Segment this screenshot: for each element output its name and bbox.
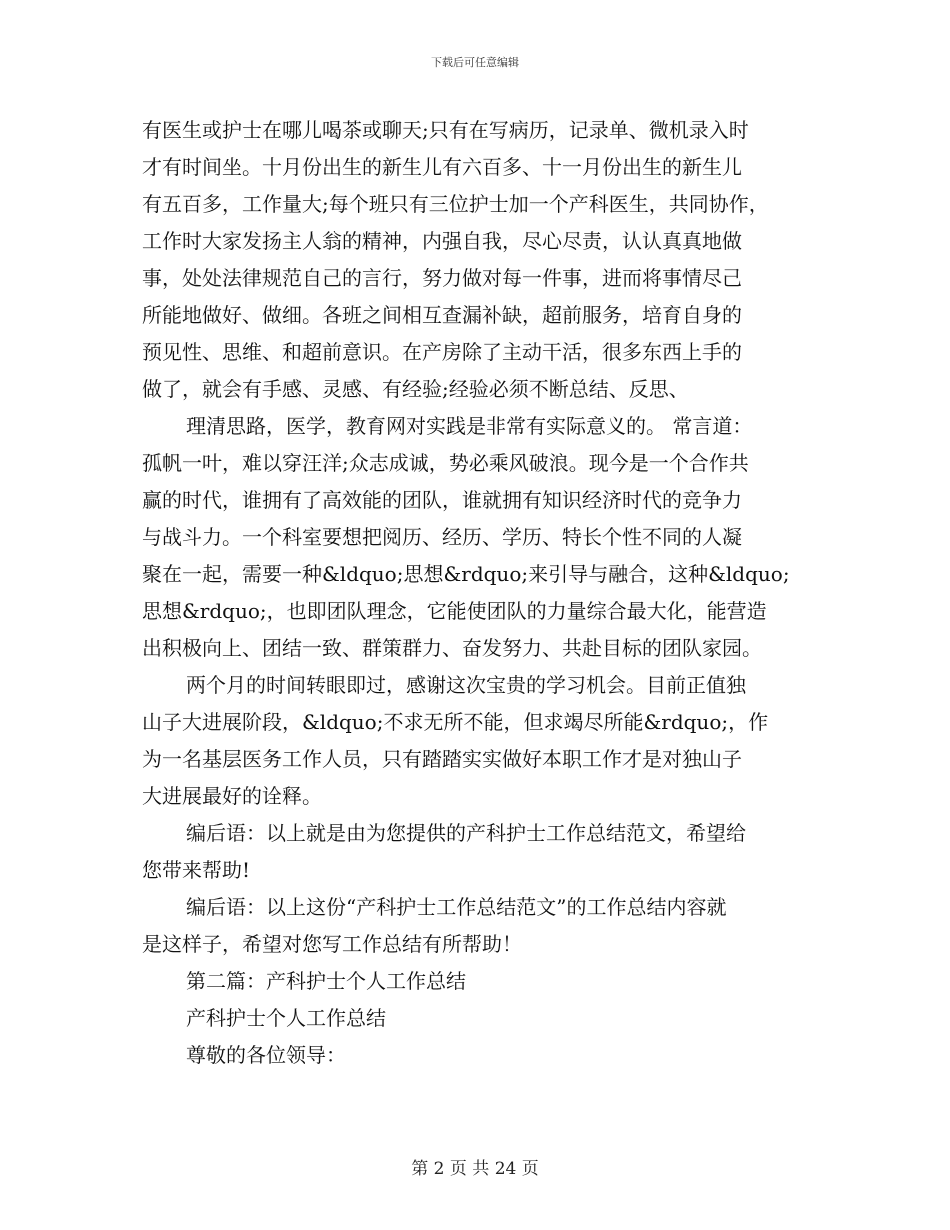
text-line: 有医生或护士在哪儿喝茶或聊天;只有在写病历，记录单、微机录入时 bbox=[142, 118, 749, 142]
text-line: 您带来帮助! bbox=[142, 858, 251, 882]
text-line: 工作时大家发扬主人翁的精神，内强自我，尽心尽责，认认真真地做 bbox=[142, 229, 742, 253]
text-line: 有五百多，工作量大;每个班只有三位护士加一个产科医生，共同协作， bbox=[142, 192, 769, 216]
text-line: 预见性、思维、和超前意识。在产房除了主动干活，很多东西上手的 bbox=[142, 340, 742, 364]
text-line: 为一名基层医务工作人员，只有踏踏实实做好本职工作才是对独山子 bbox=[142, 747, 742, 771]
text-line: 孤帆一叶，难以穿汪洋;众志成诚，势必乘风破浪。现今是一个合作共 bbox=[142, 451, 749, 475]
text-line: 事，处处法律规范自己的言行，努力做对每一件事，进而将事情尽己 bbox=[142, 266, 742, 290]
text-line: 编后语：以上就是由为您提供的产科护士工作总结范文，希望给 bbox=[186, 821, 746, 845]
text-line: 做了，就会有手感、灵感、有经验;经验必须不断总结、反思、 bbox=[142, 377, 689, 401]
text-line: 两个月的时间转眼即过，感谢这次宝贵的学习机会。目前正值独 bbox=[186, 673, 746, 697]
text-line: 与战斗力。一个科室要想把阅历、经历、学历、特长个性不同的人凝 bbox=[142, 525, 742, 549]
text-line: 思想&rdquo;，也即团队理念，它能使团队的力量综合最大化，能营造 bbox=[142, 599, 767, 623]
text-line: 赢的时代，谁拥有了高效能的团队，谁就拥有知识经济时代的竞争力 bbox=[142, 488, 742, 512]
page-header: 下载后可任意编辑 bbox=[431, 56, 519, 69]
text-line: 才有时间坐。十月份出生的新生儿有六百多、十一月份出生的新生儿 bbox=[142, 155, 742, 179]
text-line: 出积极向上、团结一致、群策群力、奋发努力、共赴目标的团队家园。 bbox=[142, 636, 762, 660]
text-line: 大进展最好的诠释。 bbox=[142, 784, 322, 808]
text-line: 是这样子，希望对您写工作总结有所帮助！ bbox=[142, 932, 522, 956]
text-line: 第二篇：产科护士个人工作总结 bbox=[186, 969, 466, 993]
text-line: 聚在一起，需要一种&ldquo;思想&rdquo;来引导与融合，这种&ldquo; bbox=[142, 562, 790, 586]
text-line: 理清思路，医学，教育网对实践是非常有实际意义的。 常言道： bbox=[186, 414, 753, 438]
document-body bbox=[142, 112, 822, 1074]
text-line: 所能地做好、做细。各班之间相互查漏补缺，超前服务，培育自身的 bbox=[142, 303, 742, 327]
text-line: 编后语：以上这份“产科护士工作总结范文”的工作总结内容就 bbox=[186, 895, 727, 919]
text-line: 尊敬的各位领导： bbox=[186, 1043, 346, 1067]
page-footer: 第 2 页 共 24 页 bbox=[411, 1159, 539, 1179]
text-line: 产科护士个人工作总结 bbox=[186, 1006, 386, 1030]
text-line: 山子大进展阶段，&ldquo;不求无所不能，但求竭尽所能&rdquo;，作 bbox=[142, 710, 769, 734]
